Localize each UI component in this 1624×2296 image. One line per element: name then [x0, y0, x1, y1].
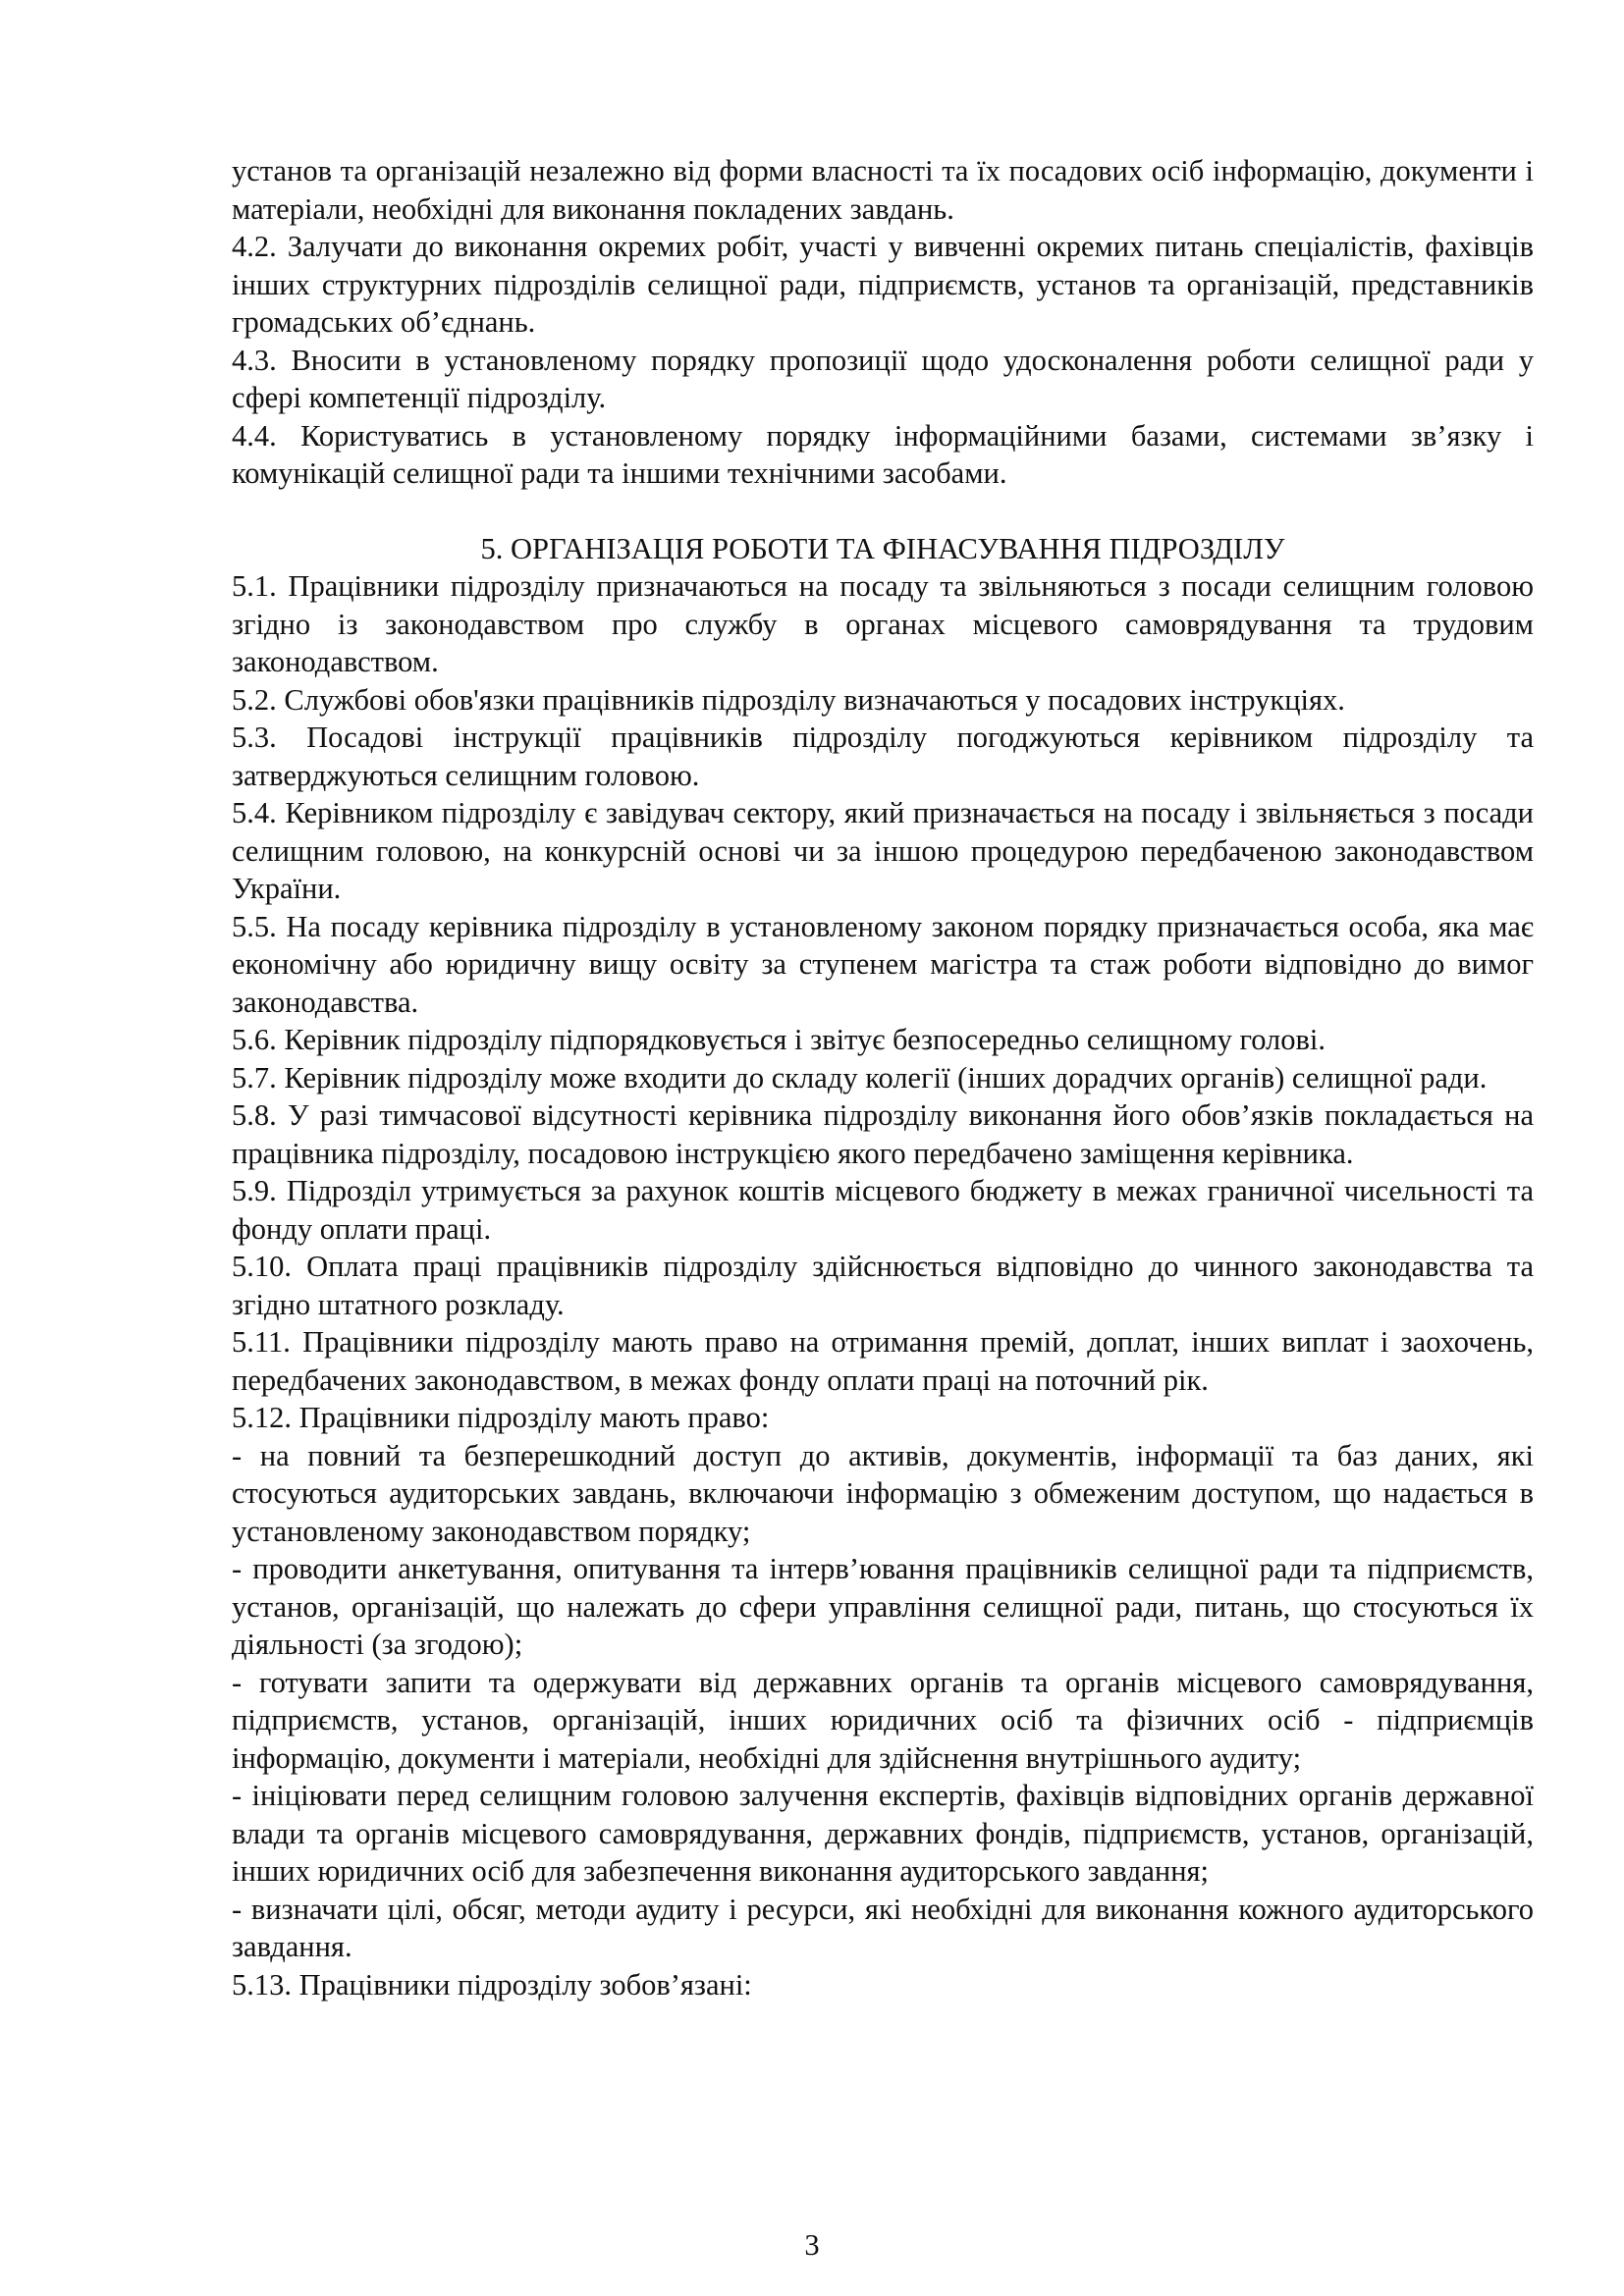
section-5-heading: 5. ОРГАНІЗАЦІЯ РОБОТИ ТА ФІНАСУВАННЯ ПІДРОЗДІЛУ: [480, 531, 1285, 565]
paragraph-5-9: 5.9. Підрозділ утримується за рахунок коштів місцевого бюджету в межах граничної чисельності та фонду оплати праці.: [232, 1174, 1534, 1246]
paragraph-4-1-continuation: установ та організацій незалежно від форми власності та їх посадових осіб інформацію, документи і матеріали, необхідні для виконання покладених завдань.: [232, 154, 1534, 226]
paragraph-5-6: 5.6. Керівник підрозділу підпорядковується і звітує безпосередньо селищному голові.: [232, 1023, 1326, 1056]
paragraph-5-7: 5.7. Керівник підрозділу може входити до складу колегії (інших дорадчих органів) селищної ради.: [232, 1060, 1488, 1095]
paragraph-4-3: 4.3. Вносити в установленому порядку пропозиції щодо удосконалення роботи селищної ради у сфері компетенції підрозділу.: [232, 343, 1534, 414]
paragraph-4-2: 4.2. Залучати до виконання окремих робіт, участі у вивченні окремих питань спеціалістів, фахівців інших структурних підрозділів селищної ради, підприємств, установ та організацій, представників громадських об’єднань.: [232, 230, 1534, 339]
paragraph-5-2: 5.2. Службові обов'язки працівників підрозділу визначаються у посадових інструкціях.: [232, 682, 1345, 717]
list-item-requests: - готувати запити та одержувати від державних органів та органів місцевого самоврядування, підприємств, установ, організацій, інших юридичних осіб та фізичних осіб - підприємців інформацію, документи і матеріали, необхідні для здійснення внутрішнього аудиту;: [232, 1665, 1534, 1775]
paragraph-5-1: 5.1. Працівники підрозділу призначаються на посаду та звільняються з посади селищним головою згідно із законодавством про службу в органах місцевого самоврядування та трудовим законодавством.: [232, 569, 1534, 678]
document-body: [232, 152, 1534, 2003]
list-item-experts: - ініціювати перед селищним головою залучення експертів, фахівців відповідних органів державної влади та органів місцевого самоврядування, державних фондів, підприємств, установ, організацій, інших юридичних осіб для забезпечення виконання аудиторського завдання;: [232, 1779, 1534, 1888]
paragraph-4-4: 4.4. Користуватись в установленому порядку інформаційними базами, системами зв’язку і комунікацій селищної ради та іншими технічними засобами.: [232, 418, 1534, 490]
list-item-audit-goals: - визначати цілі, обсяг, методи аудиту і ресурси, які необхідні для виконання кожного аудиторського завдання.: [232, 1892, 1534, 1963]
paragraph-5-13: 5.13. Працівники підрозділу зобов’язані:: [232, 1967, 752, 2002]
list-item-surveys: - проводити анкетування, опитування та інтерв’ювання працівників селищної ради та підприємств, установ, організацій, що належать до сфери управління селищної ради, питань, що стосуються їх діяльності (за згодою);: [232, 1552, 1534, 1661]
paragraph-5-11: 5.11. Працівники підрозділу мають право на отримання премій, доплат, інших виплат і заохочень, передбачених законодавством, в межах фонду оплати праці на поточний рік.: [232, 1325, 1534, 1397]
paragraph-5-10: 5.10. Оплата праці працівників підрозділу здійснюється відповідно до чинного законодавства та згідно штатного розкладу.: [232, 1250, 1534, 1321]
paragraph-5-12: 5.12. Працівники підрозділу мають право:: [232, 1401, 770, 1434]
paragraph-5-8: 5.8. У разі тимчасової відсутності керівника підрозділу виконання його обов’язків покладається на працівника підрозділу, посадовою інструкцією якого передбачено заміщення керівника.: [232, 1098, 1534, 1170]
list-item-access: - на повний та безперешкодний доступ до активів, документів, інформації та баз даних, які стосуються аудиторських завдань, включаючи інформацію з обмеженим доступом, що надається в установленому законодавством порядку;: [232, 1438, 1534, 1548]
paragraph-5-5: 5.5. На посаду керівника підрозділу в установленому законом порядку призначається особа, яка має економічну або юридичну вищу освіту за ступенем магістра та стаж роботи відповідно до вимог законодавства.: [232, 909, 1534, 1019]
paragraph-5-4: 5.4. Керівником підрозділу є завідувач сектору, який призначається на посаду і звільняється з посади селищним головою, на конкурсній основі чи за іншою процедурою передбаченою законодавством України.: [232, 796, 1534, 905]
page-number: 3: [804, 2228, 820, 2262]
paragraph-5-3: 5.3. Посадові інструкції працівників підрозділу погоджуються керівником підрозділу та затверджуються селищним головою.: [232, 721, 1534, 792]
